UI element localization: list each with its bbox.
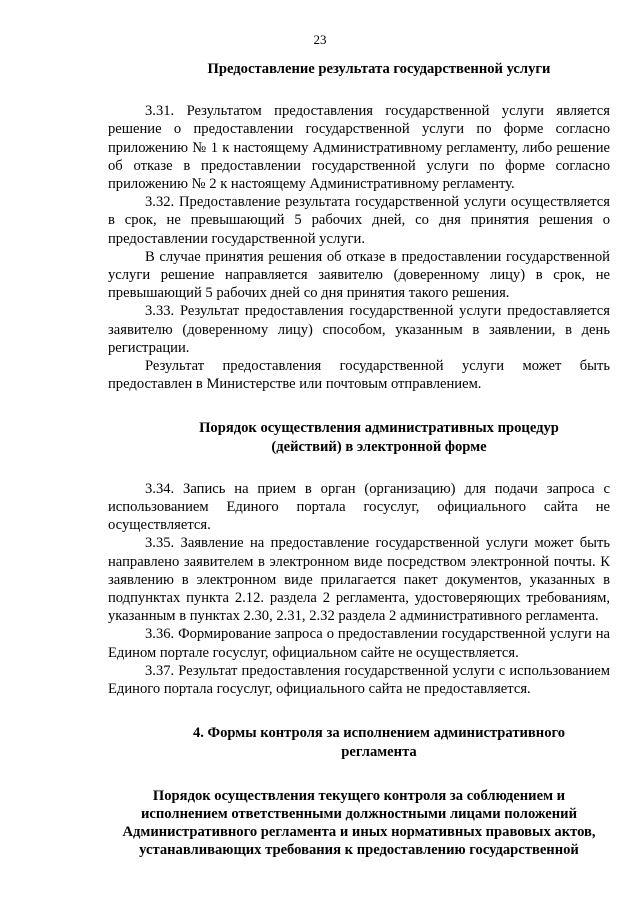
paragraph-3-33: 3.33. Результат предоставления государственной услуги предоставляется заявителю (доверенному лицу) способом, указанным в заявлении, в день регистрации. [108, 303, 610, 356]
paragraph-3-34: 3.34. Запись на прием в орган (организацию) для подачи запроса с использованием Единого портала госуслуг, официального сайта не осуществляется. [108, 480, 610, 534]
paragraph-3-36: 3.36. Формирование запроса о предоставлении государственной услуги на Едином портале госуслуг, официальном сайте не осуществляется. [108, 626, 610, 661]
chapter-heading-control-line2: регламента [341, 743, 417, 760]
subsection-heading-line4: устанавливающих требования к предоставлению государственной [139, 842, 579, 859]
section-heading-electronic-line1: Порядок осуществления административных процедур [199, 420, 559, 437]
paragraph-3-32: 3.32. Предоставление результата государственной услуги осуществляется в срок, не превышающий 5 рабочих дней, со дня принятия решения о предоставлении государственной услуги. [108, 194, 610, 247]
paragraph-3-37: 3.37. Результат предоставления государственной услуги с использованием Единого портала госуслуг, официального сайта не предоставляется. [108, 662, 610, 698]
paragraph-3-31: 3.31. Результатом предоставления государственной услуги является решение о предоставлении государственной услуги по форме согласно приложению № 1 к настоящему Административному регламенту, либо решение об отказе в предоставлении государственной услуги по форме согласно приложению № 2 к настоящему Административному регламенту. [108, 103, 610, 193]
chapter-heading-control-line1: 4. Формы контроля за исполнением административного [192, 725, 566, 742]
subsection-heading-line3: Административного регламента и иных нормативных правовых актов, [122, 824, 596, 841]
subsection-heading-line2: исполнением ответственными должностными лицами положений [141, 805, 577, 822]
paragraph-refusal: В случае принятия решения об отказе в предоставлении государственной услуги решение направляется заявителю (доверенному лицу) в срок, не превышающий 5 рабочих дней со дня принятия такого решения. [108, 248, 610, 302]
page-number: 23 [313, 32, 327, 47]
paragraph-3-35: 3.35. Заявление на предоставление государственной услуги может быть направлено заявителем в электронном виде посредством электронной почты. К заявлению в электронном виде прилагается пакет документов, указанных в подпунктах пункта 2.12. раздела 2 регламента, удостоверяющих требованиям, указанным в пунктах 2.30, 2.31, 2.32 раздела 2 административного регламента. [108, 535, 610, 625]
section-heading-electronic-line2: (действий) в электронной форме [271, 438, 487, 455]
subsection-heading-line1: Порядок осуществления текущего контроля за соблюдением и [152, 787, 566, 804]
section-heading-result: Предоставление результата государственной услуги [207, 61, 551, 77]
page-content [108, 60, 610, 860]
paragraph-result-delivery: Результат предоставления государственной услуги может быть предоставлен в Министерстве или почтовым отправлением. [108, 358, 610, 393]
